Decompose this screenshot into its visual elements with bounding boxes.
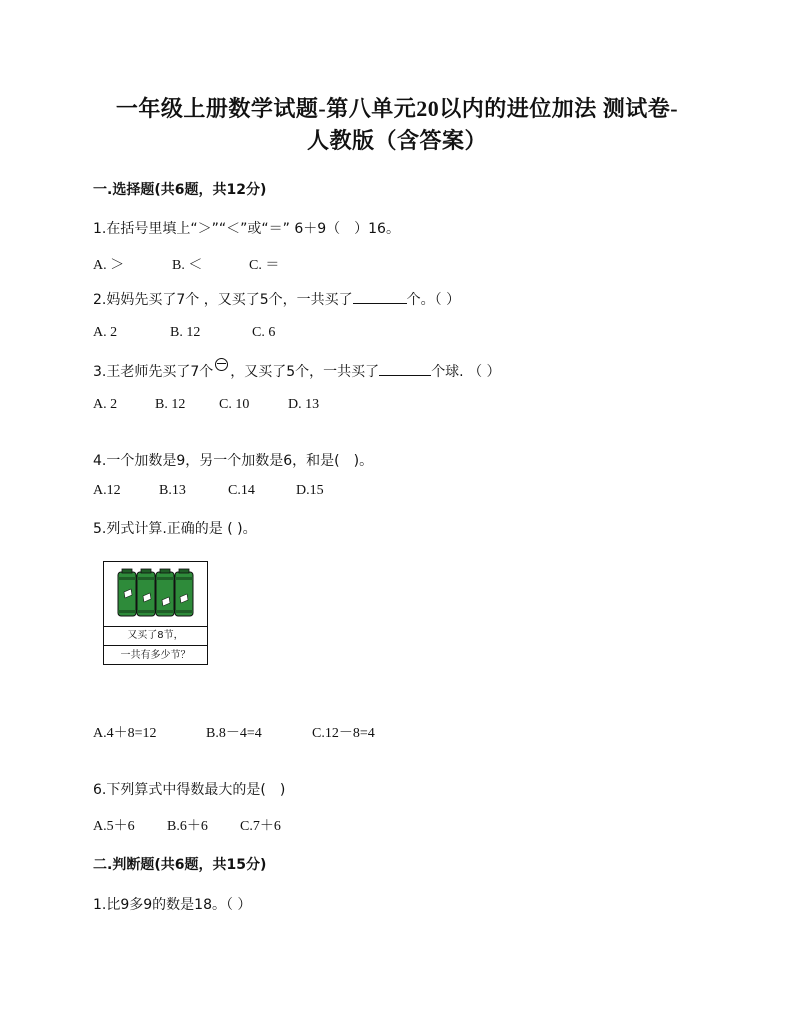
question-2-text-before: 2.妈妈先买了7个 ，又买了5个，一共买了 — [93, 292, 353, 308]
answer-blank[interactable] — [379, 362, 431, 376]
battery-picture — [103, 561, 208, 665]
question-5-options — [93, 722, 375, 742]
ball-icon — [215, 358, 228, 371]
option-c[interactable]: C.7＋6 — [240, 819, 281, 834]
answer-blank[interactable] — [353, 290, 407, 304]
question-4-options — [93, 483, 324, 499]
option-c[interactable]: C.12－8=4 — [312, 726, 375, 741]
section-heading-judgement: 二.判断题(共6题，共15分) — [93, 857, 267, 873]
option-b[interactable]: B. 12 — [155, 397, 186, 412]
option-b[interactable]: B. ＜ — [172, 258, 203, 273]
option-a[interactable]: A.5＋6 — [93, 819, 135, 834]
option-b[interactable]: B. 12 — [170, 325, 201, 340]
question-6-options — [93, 815, 281, 835]
option-c[interactable]: C.14 — [228, 483, 255, 498]
option-a[interactable]: A. 2 — [93, 397, 118, 412]
option-a[interactable]: A.4＋8=12 — [93, 726, 157, 741]
battery-icon — [118, 569, 136, 616]
question-3-text-middle: ，又买了5个，一共买了 — [230, 364, 380, 380]
question-2-text-after: 个。（ ） — [406, 292, 461, 308]
page-title-line-1: 一年级上册数学试题-第八单元20以内的进位加法 测试卷- — [115, 96, 679, 121]
option-b[interactable]: B.13 — [159, 483, 186, 498]
option-b[interactable]: B.8－4=4 — [206, 726, 262, 741]
question-6-text: 6.下列算式中得数最大的是( ) — [93, 782, 286, 798]
option-a[interactable]: A. ＞ — [93, 258, 125, 273]
option-a[interactable]: A.12 — [93, 483, 121, 498]
picture-caption-2: 一共有多少节？ — [120, 650, 191, 661]
battery-icon — [175, 569, 193, 616]
page-title-line-2: 人教版（含答案） — [306, 128, 487, 153]
option-c[interactable]: C. ＝ — [249, 258, 280, 273]
question-3-text-after: 个球. （ ） — [431, 364, 501, 380]
question-2-text — [93, 289, 460, 309]
option-b[interactable]: B.6＋6 — [167, 819, 208, 834]
question-2-options — [93, 325, 275, 341]
question-3-text — [93, 361, 501, 381]
question-1-options — [93, 254, 279, 274]
battery-icon — [137, 569, 155, 616]
question-5-text: 5.列式计算.正确的是 ( )。 — [93, 521, 257, 537]
question-3-options — [93, 397, 319, 413]
option-c[interactable]: C. 10 — [219, 397, 250, 412]
batteries-image — [104, 562, 207, 627]
section-heading-choice: 一.选择题(共6题，共12分) — [93, 182, 267, 198]
picture-caption-1: 又买了8节， — [104, 626, 207, 646]
question-1-text: 1.在括号里填上“＞”“＜”或“＝” 6＋9（ ）16。 — [93, 221, 400, 237]
judgement-1-text: 1.比9多9的数是18。（ ） — [93, 897, 252, 913]
question-3-text-before: 3.王老师先买了7个 — [93, 364, 214, 380]
question-4-text: 4.一个加数是9，另一个加数是6，和是( )。 — [93, 453, 374, 469]
option-c[interactable]: C. 6 — [252, 325, 276, 340]
option-d[interactable]: D.15 — [296, 483, 324, 498]
option-a[interactable]: A. 2 — [93, 325, 118, 340]
batteries-icon — [104, 562, 207, 626]
battery-icon — [156, 569, 174, 616]
option-d[interactable]: D. 13 — [288, 397, 320, 412]
